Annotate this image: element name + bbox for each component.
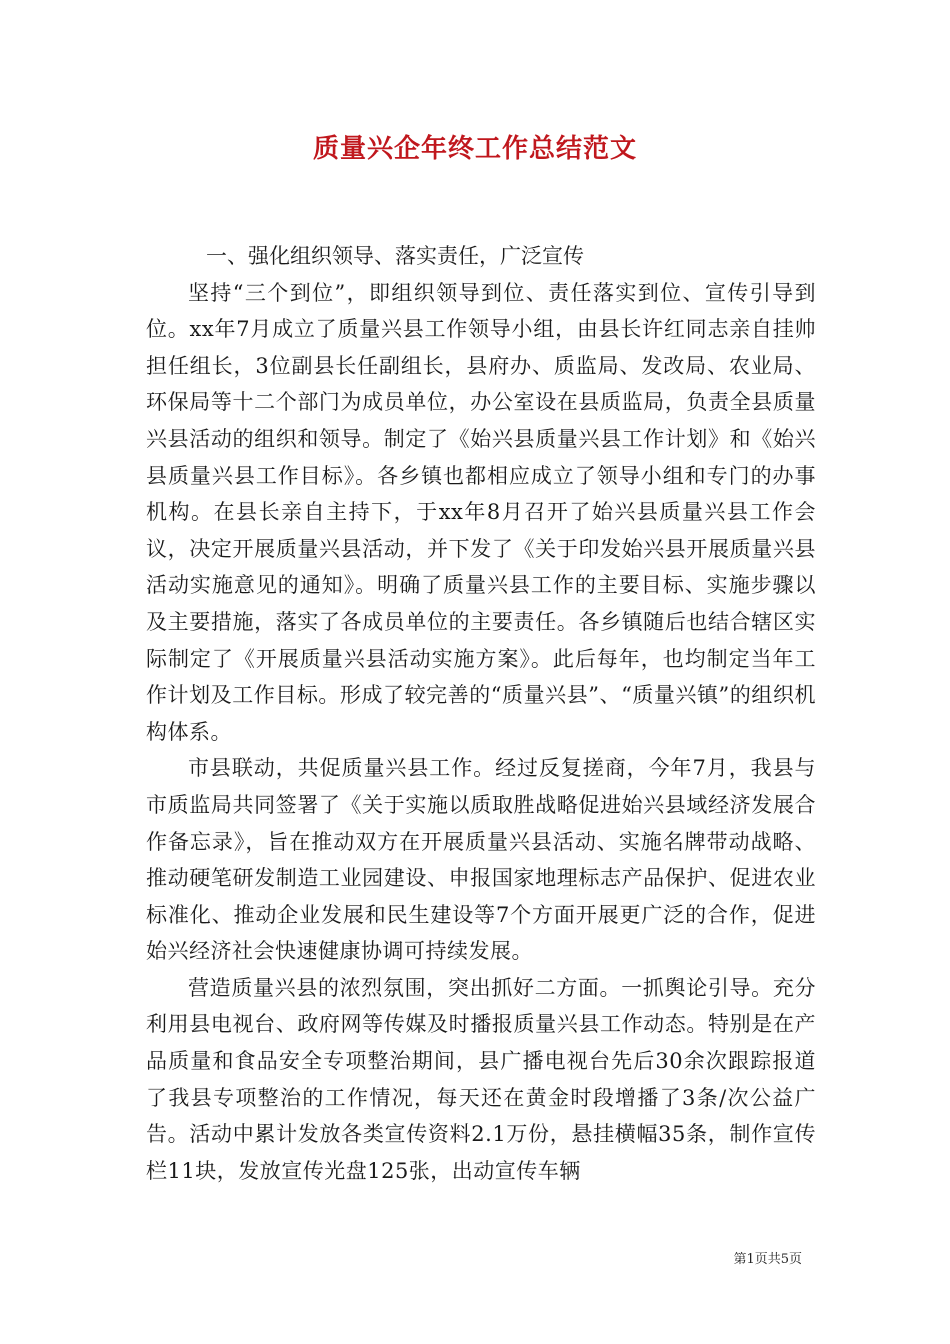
document-body [146, 238, 816, 1189]
paragraph-atmosphere: 营造质量兴县的浓烈氛围，突出抓好二方面。一抓舆论引导。充分利用县电视台、政府网等传媒及时播报质量兴县工作动态。特别是在产品质量和食品安全专项整治期间，县广播电视台先后30余次跟踪报道了我县专项整治的工作情况，每天还在黄金时段增播了3条/次公益广告。活动中累计发放各类宣传资料2.1万份，悬挂横幅35条，制作宣传栏11块，发放宣传光盘125张，出动宣传车辆 [146, 975, 816, 1183]
page-number-footer: 第1页共5页 [733, 1252, 802, 1267]
document-title: 质量兴企年终工作总结范文 [312, 134, 637, 164]
section-heading: 一、强化组织领导、落实责任，广泛宣传 [206, 244, 584, 268]
paragraph-organization: 坚持“三个到位”，即组织领导到位、责任落实到位、宣传引导到位。xx年7月成立了质量兴县工作领导小组，由县长许红同志亲自挂帅担任组长，3位副县长任副组长，县府办、质监局、发改局、农业局、环保局等十二个部门为成员单位，办公室设在县质监局，负责全县质量兴县活动的组织和领导。制定了《始兴县质量兴县工作计划》和《始兴县质量兴县工作目标》。各乡镇也都相应成立了领导小组和专门的办事机构。在县长亲自主持下，于xx年8月召开了始兴县质量兴县工作会议，决定开展质量兴县活动，并下发了《关于印发始兴县开展质量兴县活动实施意见的通知》。明确了质量兴县工作的主要目标、实施步骤以及主要措施，落实了各成员单位的主要责任。各乡镇随后也结合辖区实际制定了《开展质量兴县活动实施方案》。此后每年，也均制定当年工作计划及工作目标。形成了较完善的“质量兴县”、“质量兴镇”的组织机构体系。 [146, 280, 816, 744]
paragraph-city-county-linkage: 市县联动，共促质量兴县工作。经过反复搓商，今年7月，我县与市质监局共同签署了《关于实施以质取胜战略促进始兴县域经济发展合作备忘录》，旨在推动双方在开展质量兴县活动、实施名牌带动战略、推动硬笔研发制造工业园建设、申报国家地理标志产品保护、促进农业标准化、推动企业发展和民生建设等7个方面开展更广泛的合作，促进始兴经济社会快速健康协调可持续发展。 [146, 756, 816, 964]
